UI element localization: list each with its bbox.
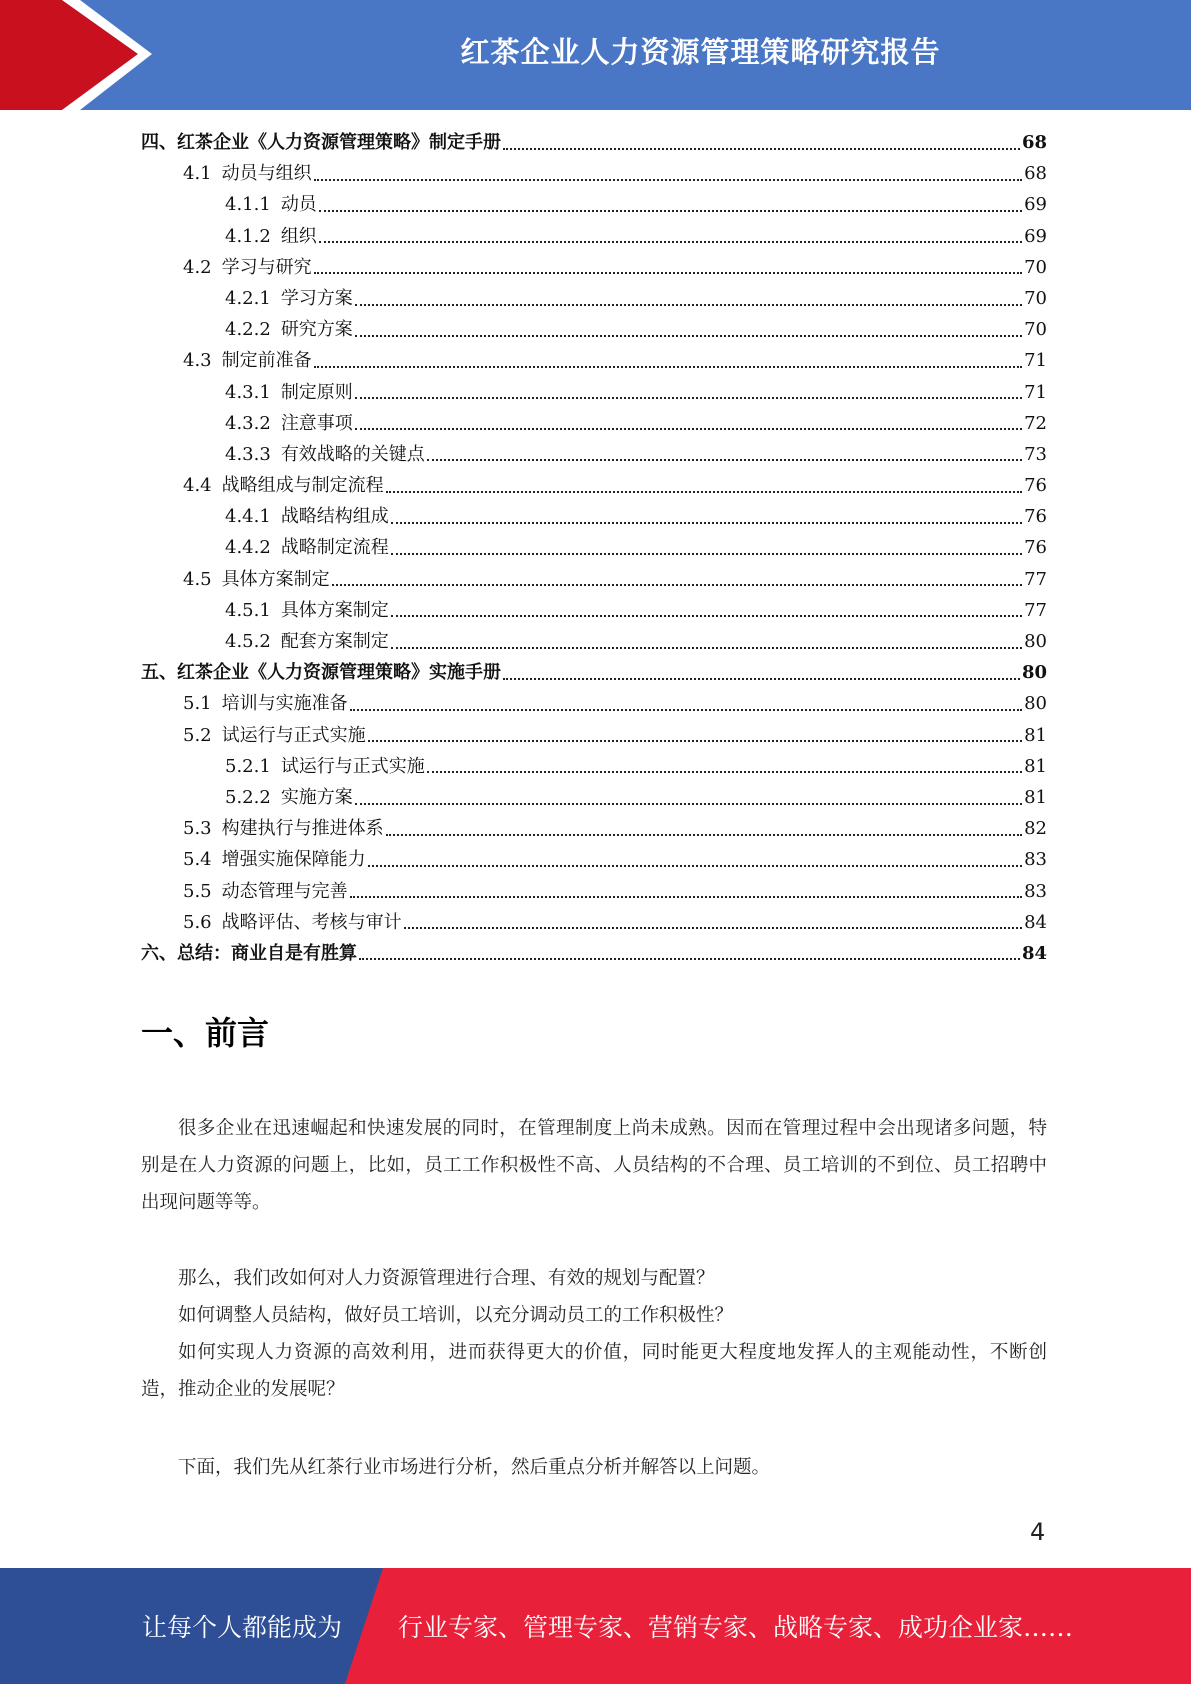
- page-header: [0, 0, 1191, 110]
- toc-entry[interactable]: [141, 782, 1047, 813]
- toc-entry-number: 4.1.1: [225, 194, 271, 216]
- toc-entry-label: 动员: [280, 194, 317, 216]
- toc-entry-number: 4.4: [183, 475, 212, 497]
- toc-entry[interactable]: [141, 314, 1047, 345]
- toc-entry-label: 具体方案制定: [280, 599, 389, 621]
- toc-entry-page: 82: [1024, 818, 1047, 840]
- toc-entry-number: 5.2.2: [225, 786, 271, 808]
- toc-entry-page: 69: [1024, 225, 1047, 247]
- toc-entry[interactable]: [141, 532, 1047, 563]
- toc-leader-dots: [319, 241, 1022, 243]
- toc-leader-dots: [355, 428, 1022, 430]
- toc-entry[interactable]: [141, 221, 1047, 252]
- toc-entry-number: 4.2.2: [225, 319, 271, 341]
- toc-entry[interactable]: [141, 876, 1047, 907]
- toc-leader-dots: [314, 272, 1022, 274]
- toc-entry[interactable]: [141, 501, 1047, 532]
- toc-entry-number: 4.3.1: [225, 381, 271, 403]
- toc-entry-label: 四、红茶企业《人力资源管理策略》制定手册: [141, 132, 501, 153]
- toc-leader-dots: [503, 148, 1020, 150]
- toc-entry-label: 制定原则: [280, 381, 353, 403]
- toc-leader-dots: [404, 927, 1022, 929]
- toc-entry[interactable]: [141, 688, 1047, 719]
- toc-entry-label: 实施方案: [280, 786, 353, 808]
- toc-entry-label: 六、总结：商业自是有胜算: [141, 942, 357, 964]
- toc-entry-page: 80: [1024, 631, 1047, 652]
- toc-entry-label: 试运行与正式实施: [280, 755, 425, 777]
- toc-leader-dots: [386, 834, 1022, 836]
- toc-entry-page: 77: [1024, 599, 1047, 621]
- toc-entry[interactable]: [141, 626, 1047, 657]
- toc-leader-dots: [314, 179, 1022, 181]
- toc-entry-number: 4.1: [183, 163, 212, 185]
- toc-entry-number: 5.2.1: [225, 755, 271, 777]
- paragraph: 如何实现人力资源的高效利用，进而获得更大的价值，同时能更大程度地发挥人的主观能动性，不断创造，推动企业的发展呢？: [141, 1342, 1047, 1400]
- toc-entry[interactable]: [141, 720, 1047, 751]
- toc-entry-number: 4.2.1: [225, 287, 271, 309]
- toc-entry-label: 战略结构组成: [280, 506, 389, 528]
- toc-entry-label: 配套方案制定: [280, 631, 389, 652]
- toc-entry-label: 学习方案: [280, 287, 353, 309]
- intro-paragraph-last: [141, 1449, 1047, 1486]
- toc-entry-number: 5.1: [183, 693, 212, 715]
- toc-entry-page: 70: [1024, 287, 1047, 309]
- toc-entry-page: 76: [1024, 537, 1047, 559]
- toc-entry-label: 培训与实施准备: [221, 693, 348, 715]
- paragraph: 如何调整人员結构，做好员工培训，以充分调动员工的工作积极性？: [178, 1305, 734, 1326]
- toc-entry[interactable]: [141, 844, 1047, 875]
- toc-leader-dots: [350, 896, 1022, 898]
- toc-leader-dots: [391, 615, 1022, 617]
- toc-entry-page: 80: [1021, 662, 1047, 684]
- toc-entry-label: 制定前准备: [221, 350, 312, 372]
- toc-entry-page: 71: [1024, 381, 1047, 403]
- toc-entry-page: 76: [1024, 475, 1047, 497]
- toc-entry-label: 试运行与正式实施: [221, 724, 366, 746]
- toc-entry-number: 4.5: [183, 568, 212, 590]
- toc-entry[interactable]: [141, 595, 1047, 626]
- toc-entry-number: 5.3: [183, 818, 212, 840]
- toc-entry-page: 68: [1024, 163, 1047, 185]
- toc-entry[interactable]: [141, 345, 1047, 376]
- toc-entry-number: 4.3.3: [225, 443, 271, 465]
- intro-paragraph-1: [141, 1110, 1047, 1221]
- toc-entry-label: 战略组成与制定流程: [221, 475, 384, 497]
- toc-leader-dots: [427, 459, 1022, 461]
- toc-entry-page: 84: [1024, 911, 1047, 933]
- toc-entry-label: 构建执行与推进体系: [221, 818, 384, 840]
- toc-entry-page: 83: [1024, 880, 1047, 902]
- toc-entry-number: 5.5: [183, 880, 212, 902]
- paragraph: 很多企业在迅速崛起和快速发展的同时，在管理制度上尚未成熟。因而在管理过程中会出现诸多问题，特别是在人力资源的问题上，比如，员工工作积极性不高、人员结构的不合理、员工培训的不到位、员工招聘中出现问题等等。: [141, 1118, 1047, 1213]
- toc-leader-dots: [368, 865, 1022, 867]
- toc-entry-number: 4.2: [183, 256, 212, 278]
- toc-entry-page: 83: [1024, 849, 1047, 871]
- toc-leader-dots: [386, 491, 1022, 493]
- table-of-contents: [141, 127, 1047, 969]
- paragraph: 那么，我们改如何对人力资源管理进行合理、有效的规划与配置？: [178, 1268, 715, 1289]
- toc-leader-dots: [503, 678, 1020, 680]
- toc-leader-dots: [359, 958, 1020, 960]
- toc-entry[interactable]: [141, 439, 1047, 470]
- paragraph: 下面，我们先从红茶行业市场进行分析，然后重点分析并解答以上问题。: [178, 1457, 771, 1478]
- page-number: 4: [1030, 1518, 1046, 1546]
- report-title: 红茶企业人力资源管理策略研究报告: [460, 34, 941, 69]
- toc-entry-page: 81: [1024, 724, 1047, 746]
- toc-entry[interactable]: [141, 564, 1047, 595]
- toc-entry-page: 68: [1021, 132, 1047, 153]
- toc-entry-number: 4.5.1: [225, 599, 271, 621]
- toc-entry-label: 战略评估、考核与审计: [221, 911, 402, 933]
- toc-entry-number: 4.3.2: [225, 412, 271, 434]
- toc-entry-label: 增强实施保障能力: [221, 849, 366, 871]
- toc-entry[interactable]: [141, 813, 1047, 844]
- toc-leader-dots: [427, 771, 1022, 773]
- toc-entry-label: 五、红茶企业《人力资源管理策略》实施手册: [141, 662, 501, 684]
- toc-entry-number: 5.6: [183, 911, 212, 933]
- toc-leader-dots: [355, 803, 1022, 805]
- toc-entry[interactable]: [141, 751, 1047, 782]
- toc-entry-page: 77: [1024, 568, 1047, 590]
- toc-entry-number: 5.2: [183, 724, 212, 746]
- toc-entry-page: 70: [1024, 256, 1047, 278]
- toc-entry-number: 5.4: [183, 849, 212, 871]
- toc-entry-label: 动员与组织: [221, 163, 312, 185]
- toc-entry-page: 81: [1024, 755, 1047, 777]
- toc-entry-page: 72: [1024, 412, 1047, 434]
- toc-entry-label: 注意事项: [280, 412, 353, 434]
- toc-entry[interactable]: [141, 470, 1047, 501]
- toc-leader-dots: [391, 647, 1022, 649]
- toc-entry-label: 研究方案: [280, 319, 353, 341]
- footer-slogan-left: 让每个人都能成为: [142, 1613, 343, 1642]
- intro-questions: [141, 1260, 1047, 1408]
- toc-entry-page: 76: [1024, 506, 1047, 528]
- toc-entry[interactable]: [141, 127, 1047, 158]
- toc-entry[interactable]: [141, 252, 1047, 283]
- toc-entry-label: 动态管理与完善: [221, 880, 348, 902]
- toc-entry-page: 84: [1021, 942, 1047, 964]
- toc-leader-dots: [355, 397, 1022, 399]
- toc-entry-page: 70: [1024, 319, 1047, 341]
- toc-leader-dots: [332, 584, 1022, 586]
- toc-entry-number: 4.1.2: [225, 225, 271, 247]
- toc-entry[interactable]: [141, 657, 1047, 688]
- toc-entry-page: 80: [1024, 693, 1047, 715]
- toc-entry-label: 组织: [280, 225, 317, 247]
- toc-leader-dots: [368, 740, 1022, 742]
- toc-entry-page: 69: [1024, 194, 1047, 216]
- toc-leader-dots: [314, 366, 1022, 368]
- toc-entry[interactable]: [141, 158, 1047, 189]
- footer-slogan-right: 行业专家、管理专家、营销专家、战略专家、成功企业家……: [398, 1613, 1074, 1642]
- toc-entry-page: 81: [1024, 786, 1047, 808]
- section-heading: 一、前言: [141, 1014, 270, 1052]
- toc-entry[interactable]: [141, 408, 1047, 439]
- toc-leader-dots: [391, 522, 1022, 524]
- toc-entry-label: 具体方案制定: [221, 568, 330, 590]
- toc-entry-label: 有效战略的关键点: [280, 443, 425, 465]
- toc-entry[interactable]: [141, 377, 1047, 408]
- toc-leader-dots: [355, 335, 1022, 337]
- toc-entry[interactable]: [141, 189, 1047, 220]
- toc-entry[interactable]: [141, 938, 1047, 969]
- toc-entry[interactable]: [141, 907, 1047, 938]
- toc-entry-label: 战略制定流程: [280, 537, 389, 559]
- toc-entry[interactable]: [141, 283, 1047, 314]
- toc-entry-label: 学习与研究: [221, 256, 312, 278]
- page-footer: [0, 1568, 1191, 1684]
- toc-entry-page: 71: [1024, 350, 1047, 372]
- toc-entry-number: 4.5.2: [225, 631, 271, 652]
- toc-entry-number: 4.3: [183, 350, 212, 372]
- toc-leader-dots: [391, 553, 1022, 555]
- toc-entry-number: 4.4.1: [225, 506, 271, 528]
- toc-leader-dots: [350, 709, 1022, 711]
- toc-leader-dots: [319, 210, 1022, 212]
- toc-entry-page: 73: [1024, 443, 1047, 465]
- toc-leader-dots: [355, 304, 1022, 306]
- toc-entry-number: 4.4.2: [225, 537, 271, 559]
